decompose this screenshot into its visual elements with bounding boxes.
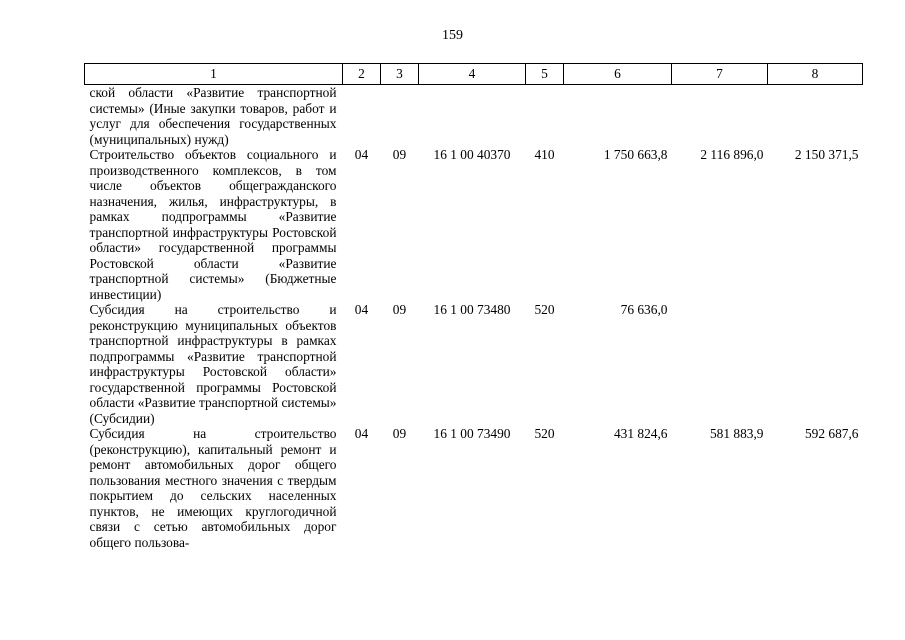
column-header: 8 bbox=[768, 64, 863, 85]
subsection-cell: 09 bbox=[392, 302, 407, 317]
column-header: 3 bbox=[381, 64, 419, 85]
target-article-cell: 16 1 00 73490 bbox=[433, 426, 511, 441]
table-row bbox=[85, 426, 863, 550]
row-description: Субсидия на строительство и реконструкцию муниципальных объектов транспортной инфраструктуры в рамках подпрограммы «Развитие транспортной инфраструктуры Ростовской области» государственной программы Ростовской области «Развитие транспортной системы» (Субсидии) bbox=[89, 302, 337, 426]
amount-year1-cell: 431 824,6 bbox=[613, 426, 668, 441]
amount-year3-cell bbox=[768, 85, 863, 148]
column-header: 1 bbox=[85, 64, 343, 85]
expense-type-cell bbox=[526, 85, 564, 148]
amount-year2-cell bbox=[672, 302, 768, 426]
amount-year1-cell: 76 636,0 bbox=[620, 302, 668, 317]
expense-type-cell: 520 bbox=[534, 302, 555, 317]
row-description: ской области «Развитие транспортной системы» (Иные закупки товаров, работ и услуг для обеспечения государственных (муниципальных) нужд) bbox=[89, 85, 337, 147]
column-header: 6 bbox=[564, 64, 672, 85]
table-row bbox=[85, 85, 863, 148]
section-cell bbox=[343, 85, 381, 148]
target-article-cell: 16 1 00 40370 bbox=[433, 147, 511, 162]
subsection-cell bbox=[381, 85, 419, 148]
table-row bbox=[85, 147, 863, 302]
amount-year1-cell: 1 750 663,8 bbox=[603, 147, 668, 162]
column-header: 5 bbox=[526, 64, 564, 85]
page-number: 159 bbox=[442, 28, 463, 43]
subsection-cell: 09 bbox=[392, 426, 407, 441]
amount-year2-cell bbox=[672, 85, 768, 148]
amount-year3-cell: 592 687,6 bbox=[804, 426, 859, 441]
budget-table bbox=[84, 63, 863, 550]
target-article-cell: 16 1 00 73480 bbox=[433, 302, 511, 317]
target-article-cell bbox=[419, 85, 526, 148]
amount-year2-cell: 581 883,9 bbox=[709, 426, 764, 441]
row-description: Строительство объектов социального и производственного комплексов, в том числе объектов общегражданского назначения, жилья, инфраструктуры, в рамках подпрограммы «Развитие транспортной инфраструктуры Ростовской области» государственной программы Ростовской области «Развитие транспортной системы» (Бюджетные инвестиции) bbox=[89, 147, 337, 302]
section-cell: 04 bbox=[354, 302, 369, 317]
column-header: 2 bbox=[343, 64, 381, 85]
expense-type-cell: 410 bbox=[534, 147, 555, 162]
amount-year2-cell: 2 116 896,0 bbox=[700, 147, 764, 162]
amount-year3-cell: 2 150 371,5 bbox=[794, 147, 859, 162]
amount-year1-cell bbox=[564, 85, 672, 148]
table-row bbox=[85, 302, 863, 426]
column-header: 7 bbox=[672, 64, 768, 85]
amount-year3-cell bbox=[768, 302, 863, 426]
column-header: 4 bbox=[419, 64, 526, 85]
table-header-row bbox=[85, 64, 863, 85]
expense-type-cell: 520 bbox=[534, 426, 555, 441]
subsection-cell: 09 bbox=[392, 147, 407, 162]
section-cell: 04 bbox=[354, 426, 369, 441]
section-cell: 04 bbox=[354, 147, 369, 162]
row-description: Субсидия на строительство (реконструкцию), капитальный ремонт и ремонт автомобильных дорог общего пользования местного значения с твердым покрытием до сельских населенных пунктов, не имеющих круглогодичной связи с сетью автомобильных дорог общего пользова- bbox=[89, 426, 337, 550]
